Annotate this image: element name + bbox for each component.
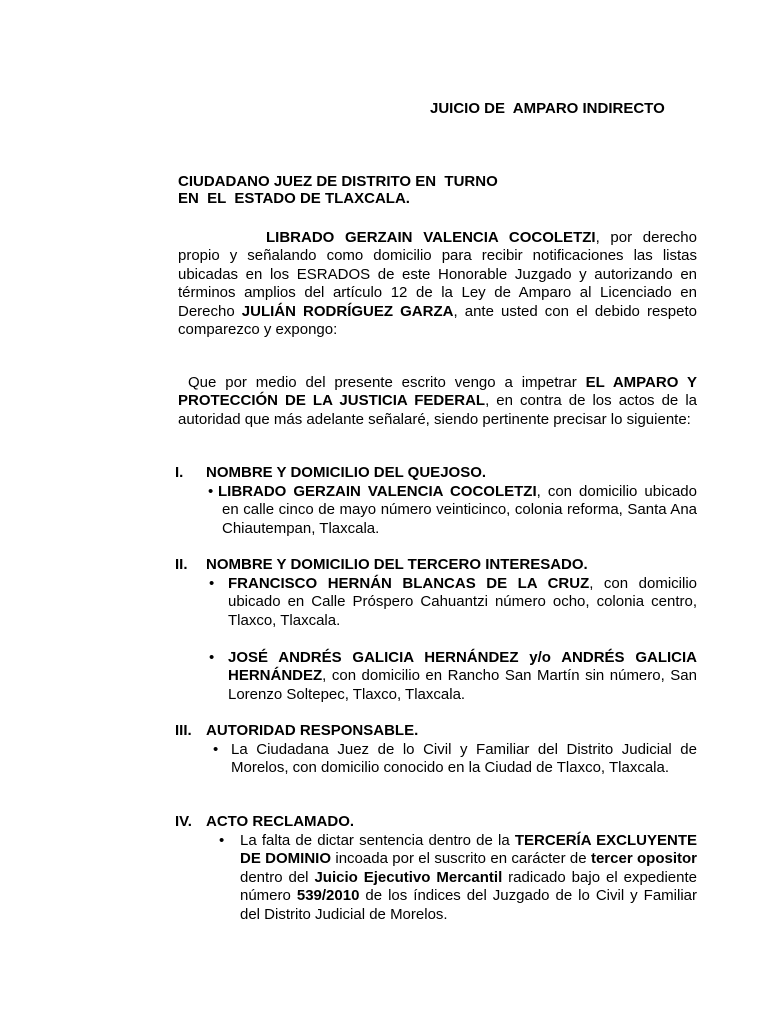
plaintiff-name: LIBRADO GERZAIN VALENCIA COCOLETZI xyxy=(266,229,596,246)
addressee-line-1: CIUDADANO JUEZ DE DISTRITO EN TURNO xyxy=(178,173,498,190)
list-item xyxy=(231,741,697,778)
petition-paragraph xyxy=(178,374,697,429)
addressee-line-2: EN EL ESTADO DE TLAXCALA. xyxy=(178,190,410,207)
intro-text-2: , ante usted con el debido respeto comparezco y expongo: xyxy=(178,302,698,339)
act-bold-1: TERCERÍA EXCLUYENTE DE DOMINIO xyxy=(240,832,697,868)
act-text-1: La falta de dictar sentencia dentro de la xyxy=(240,832,515,849)
petition-bold: EL AMPARO Y PROTECCIÓN DE LA JUSTICIA FEDERAL xyxy=(178,374,697,410)
section-title: ACTO RECLAMADO. xyxy=(206,813,355,830)
bullet-icon: • xyxy=(213,741,219,758)
list-item xyxy=(228,649,697,704)
section-title: NOMBRE Y DOMICILIO DEL TERCERO INTERESADO. xyxy=(206,556,588,573)
lawyer-name: JULIÁN RODRÍGUEZ GARZA xyxy=(241,302,454,320)
intro-text-1: , por derecho propio y señalando como domicilio para recibir notificaciones las listas ubicadas en los ESRADOS de este Honorable Juzgado y autorizando en términos amplios del artículo 12 de la Ley de Amparo al Licenciado en Derecho xyxy=(178,229,697,320)
act-bold-2: tercer opositor xyxy=(590,850,697,868)
act-bold-4: 539/2010 xyxy=(296,887,360,905)
section-title: AUTORIDAD RESPONSABLE. xyxy=(206,722,419,739)
list-item-bold: LIBRADO GERZAIN VALENCIA COCOLETZI xyxy=(218,483,537,500)
act-bold-3: Juicio Ejecutivo Mercantil xyxy=(314,868,503,886)
intro-paragraph xyxy=(178,229,697,339)
document-title: JUICIO DE AMPARO INDIRECTO xyxy=(430,100,665,117)
list-item-bold: FRANCISCO HERNÁN BLANCAS DE LA CRUZ xyxy=(228,575,590,592)
petition-text-1: Que por medio del presente escrito vengo a impetrar xyxy=(188,374,586,391)
act-text-5: de los índices del Juzgado de lo Civil y Familiar del Distrito Judicial de Morelos. xyxy=(240,887,697,923)
list-item-bold: JOSÉ ANDRÉS GALICIA HERNÁNDEZ y/o ANDRÉS GALICIA HERNÁNDEZ xyxy=(228,649,697,685)
act-text-3: dentro del xyxy=(240,868,315,886)
section-numeral: IV. xyxy=(175,813,192,830)
list-item xyxy=(228,575,697,630)
petition-text-2: , en contra de los actos de la autoridad que más adelante señalaré, siendo pertinente precisar lo siguiente: xyxy=(178,392,697,428)
bullet-icon: • xyxy=(209,649,215,666)
section-title: NOMBRE Y DOMICILIO DEL QUEJOSO. xyxy=(206,464,487,481)
act-text-2: incoada por el suscrito en carácter de xyxy=(331,850,591,868)
list-item-text: , con domicilio en Rancho San Martín sin número, San Lorenzo Soltepec, Tlaxco, Tlaxcala. xyxy=(228,667,697,703)
bullet-icon: • xyxy=(209,575,215,592)
section-numeral: II. xyxy=(175,556,188,573)
act-text-4: radicado bajo el expediente número xyxy=(240,868,697,905)
section-numeral: I. xyxy=(175,464,184,481)
list-item xyxy=(240,832,697,924)
list-item xyxy=(218,483,697,538)
bullet-icon: • xyxy=(208,483,214,500)
bullet-icon: • xyxy=(219,832,225,849)
list-item-text: , con domicilio ubicado en Calle Próspero Cahuantzi número ocho, colonia centro, Tlaxco, Tlaxcala. xyxy=(228,575,697,629)
list-item-text: , con domicilio ubicado en calle cinco de mayo número veinticinco, colonia reforma, Santa Ana Chiautempan, Tlaxcala. xyxy=(222,483,697,537)
section-numeral: III. xyxy=(175,722,192,739)
list-item-text: La Ciudadana Juez de lo Civil y Familiar del Distrito Judicial de Morelos, con domicilio conocido en la Ciudad de Tlaxco, Tlaxcala. xyxy=(231,741,697,777)
